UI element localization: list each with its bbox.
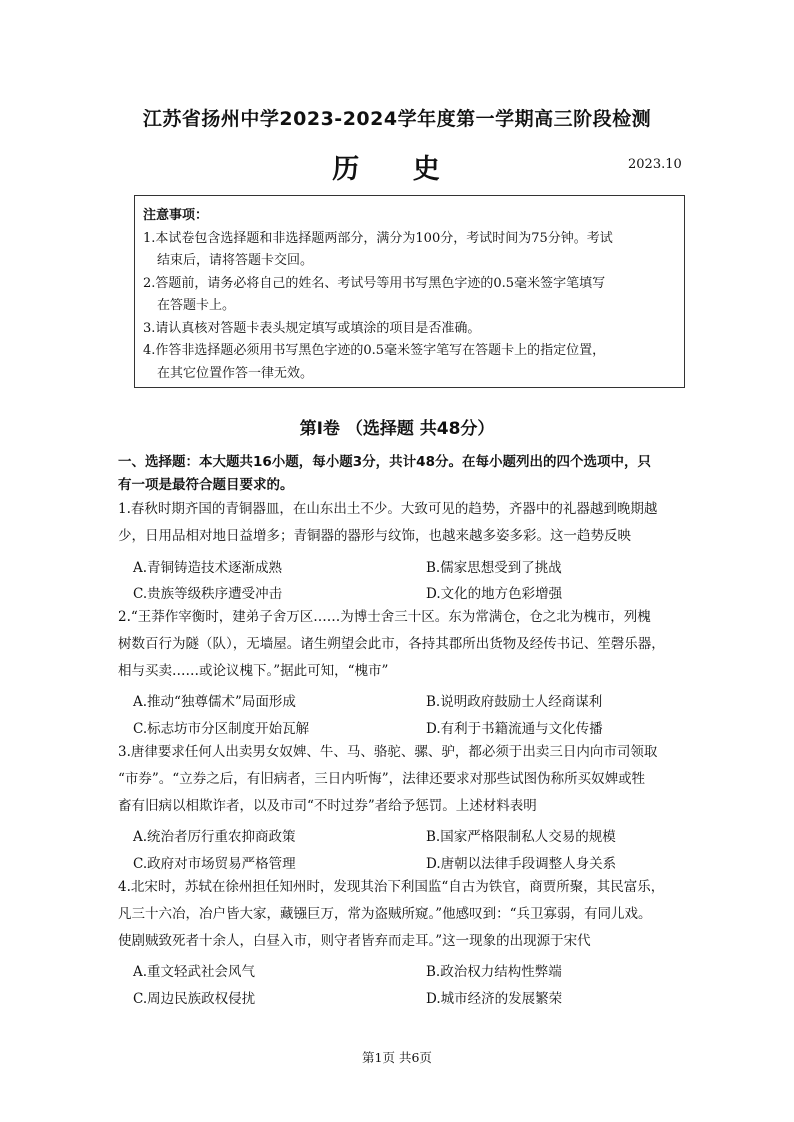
option-c[interactable]: C.政府对市场贸易严格管理 (133, 856, 296, 872)
question-text: 相与买卖……或论议槐下。”据此可知，“槐市” (118, 663, 389, 679)
option-c[interactable]: C.贵族等级秩序遭受冲击 (133, 586, 283, 602)
notice-title: 注意事项： (143, 208, 209, 223)
exam-date: 2023.10 (628, 157, 682, 172)
section-instruction (118, 451, 678, 496)
page-number: 第1页 共6页 (362, 1050, 432, 1065)
option-a[interactable]: A.统治者厉行重农抑商政策 (133, 829, 296, 845)
question-4 (118, 874, 680, 955)
question-text: 凡三十六冶，冶户皆大家，藏镪巨万，常为盗贼所窥。”他感叹到：“兵卫寡弱，有同儿戏。 (118, 906, 652, 922)
option-c[interactable]: C.周边民族政权侵扰 (133, 991, 256, 1007)
question-text: 使剧贼致死者十余人，白昼入市，则守者皆弃而走耳。”这一现象的出现源于宋代 (118, 933, 591, 949)
question-2 (118, 604, 680, 685)
notice-line: 2.答题前，请务必将自己的姓名、考试号等用书写黑色字迹的0.5毫米签字笔填写 (143, 275, 606, 291)
question-text: 2.“王莽作宰衡时，建弟子舍万区……为博士舍三十区。东为常满仓，仓之北为槐市，列槐 (118, 609, 651, 625)
notice-line: 4.作答非选择题必须用书写黑色字迹的0.5毫米签字笔写在答题卡上的指定位置， (143, 343, 606, 358)
option-a[interactable]: A.青铜铸造技术逐渐成熟 (133, 560, 283, 576)
question-1 (118, 496, 680, 550)
option-b[interactable]: B.政治权力结构性弊端 (426, 964, 562, 980)
option-b[interactable]: B.说明政府鼓励士人经商谋利 (426, 694, 603, 710)
instruction-line: 一、选择题：本大题共16小题，每小题3分，共计48分。在每小题列出的四个选项中，只 (118, 454, 651, 470)
notice-line: 在其它位置作答一律无效。 (157, 365, 314, 381)
question-text: “市券”。“立券之后，有旧病者，三日内听悔”，法律还要求对那些试图伪称所买奴婢或牲 (118, 771, 646, 787)
question-3 (118, 739, 680, 820)
section-title: 第Ⅰ卷 （选择题 共48分） (299, 419, 495, 439)
notice-line: 在答题卡上。 (157, 298, 236, 313)
question-text: 树数百行为隧（队），无墙屋。诸生朔望会此市，各持其郡所出货物及经传书记、笙磬乐器， (118, 636, 665, 652)
notice-line: 结束后，请将答题卡交回。 (157, 253, 314, 268)
option-b[interactable]: B.儒家思想受到了挑战 (426, 560, 562, 576)
notice-box (134, 195, 685, 388)
option-a[interactable]: A.重文轻武社会风气 (133, 964, 256, 980)
option-d[interactable]: D.唐朝以法律手段调整人身关系 (426, 856, 617, 872)
question-text: 畜有旧病以相欺诈者，以及市司“不时过券”者给予惩罚。上述材料表明 (118, 798, 537, 814)
question-text: 3.唐律要求任何人出卖男女奴婢、牛、马、骆驼、骡、驴，都必须于出卖三日内向市司领取 (118, 744, 658, 760)
instruction-line: 有一项是最符合题目要求的。 (118, 476, 294, 493)
option-d[interactable]: D.城市经济的发展繁荣 (426, 991, 563, 1007)
notice-line: 3.请认真核对答题卡表头规定填写或填涂的项目是否准确。 (143, 320, 481, 336)
option-a[interactable]: A.推动“独尊儒术”局面形成 (133, 694, 296, 710)
subject-title: 历 史 (332, 154, 462, 185)
exam-title: 江苏省扬州中学2023-2024学年度第一学期高三阶段检测 (142, 108, 652, 130)
option-d[interactable]: D.文化的地方色彩增强 (426, 586, 563, 602)
question-text: 4.北宋时，苏轼在徐州担任知州时，发现其治下利国监“自古为铁官，商贾所聚，其民富乐， (118, 879, 665, 895)
option-c[interactable]: C.标志坊市分区制度开始瓦解 (133, 721, 310, 737)
option-d[interactable]: D.有利于书籍流通与文化传播 (426, 721, 603, 737)
question-text: 少，日用品相对地日益增多；青铜器的器形与纹饰，也越来越多姿多彩。这一趋势反映 (118, 528, 631, 544)
option-b[interactable]: B.国家严格限制私人交易的规模 (426, 829, 616, 845)
question-text: 1.春秋时期齐国的青铜器皿，在山东出土不少。大致可见的趋势，齐器中的礼器越到晚期越 (118, 501, 658, 517)
notice-line: 1.本试卷包含选择题和非选择题两部分，满分为100分，考试时间为75分钟。考试 (143, 230, 613, 246)
